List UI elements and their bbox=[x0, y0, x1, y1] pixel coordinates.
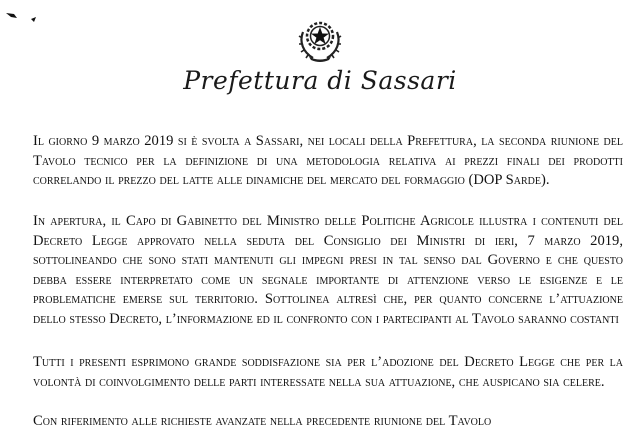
paragraph-participants-satisfaction: Tutti i presenti esprimono grande soddisfazione sia per l’adozione del Decreto Legge che per la volontà di coinvolgimento delle parti interessate nella sua attuazione, che auspicano sia celere. bbox=[33, 354, 623, 390]
page-title: Prefettura di Sassari bbox=[183, 66, 457, 95]
scan-mark-icon bbox=[5, 10, 47, 24]
paragraph-meeting-intro: Il giorno 9 marzo 2019 si è svolta a Sassari, nei locali della Prefettura, la seconda riunione del Tavolo tecnico per la definizione di una metodologia relativa ai prezzi finali dei prodotti correlando il prezzo del latte alle dinamiche del mercato del formaggio (DOP Sarde). bbox=[33, 133, 623, 188]
paragraph-opening-remarks: In apertura, il Capo di Gabinetto del Ministro delle Politiche Agricole illustra i contenuti del Decreto Legge approvato nella seduta del Consiglio dei Ministri di ieri, 7 marzo 2019, sottolineando che sono stati mantenuti gli impegni presi in tal senso dal Governo e che questo debba essere interpretato come un segnale importante di attenzione verso le esigenze e le problematiche emerse sul territorio. Sottolinea altresì che, per quanto concerne l’attuazione dello stesso Decreto, l’informazione ed il confronto con i partecipanti al Tavolo saranno costanti bbox=[33, 213, 623, 327]
paragraph-previous-requests: Con riferimento alle richieste avanzate nella precedente riunione del Tavolo bbox=[33, 413, 492, 429]
italian-republic-emblem-icon bbox=[295, 14, 345, 62]
